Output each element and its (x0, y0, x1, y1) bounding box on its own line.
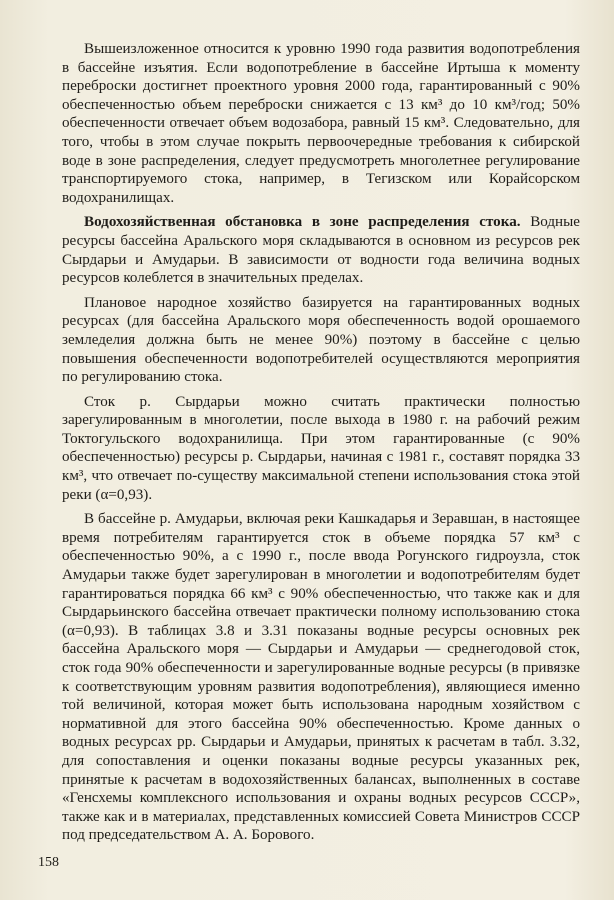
body-text (62, 40, 580, 851)
paragraph-3 (62, 294, 580, 387)
section-heading: Водохозяйственная обстановка в зоне распределения стока. (84, 214, 521, 231)
paragraph-4 (62, 393, 580, 505)
page-number: 158 (38, 855, 59, 870)
paragraph-5-text: В бассейне р. Амударьи, включая реки Кашкадарья и Зеравшан, в настоящее время потребителям гарантируется сток в объеме порядка 57 км³ с обеспеченностью 90%, а с 1990 г., после ввода Рогунского гидроузла, сток Амударьи также будет зарегулирован в многолетии и водопотребителям будет гарантироваться порядка 66 км³ с 90% обеспеченностью, что также как и для Сырдарьинского бассейна отвечает практически полному использованию стока (α=0,93). В таблицах 3.8 и 3.31 показаны водные ресурсы основных рек бассейна Аральского моря — Сырдарьи и Амударьи — среднегодовой сток, сток года 90% обеспеченности и зарегулированные водные ресурсы (в привязке к соответствующим уровням развития водопотребления), являющиеся именно той величиной, которая может быть использована народным хозяйством с нормативной для этого бассейна 90% обеспеченностью. Кроме данных о водных ресурсах рр. Сырдарьи и Амударьи, принятых к расчетам в табл. 3.32, для сопоставления и оценки показаны водные ресурсы указанных рек, принятые к расчетам в водохозяйственных балансах, выполненных в составе «Генсхемы комплексного использования и охраны водных ресурсов СССР», также как и в материалах, представленных комиссией Совета Министров СССР под председательством А. А. Борового. (62, 511, 580, 844)
paragraph-3-text: Плановое народное хозяйство базируется на гарантированных водных ресурсах (для бассейна Аральского моря обеспеченность водой орошаемого земледелия должна быть не менее 90%) поэтому в бассейне с целью повышения обеспеченности водопотребителей осуществляются мероприятия по регулированию стока. (62, 294, 580, 386)
paragraph-2 (62, 213, 580, 287)
paragraph-1 (62, 40, 580, 207)
paragraph-1-text: Вышеизложенное относится к уровню 1990 года развития водопотребления в бассейне изъятия. Если водопотребление в бассейне Иртыша к моменту переброски достигнет проектного уровня 2000 года, гарантированный с 90% обеспеченностью объем переброски снижается с 13 км³ до 10 км³/год; 50% обеспеченности отвечает объем водозабора, равный 15 км³. Следовательно, для того, чтобы в этом случае покрыть первоочередные требования к сибирской воде в зоне распределения, следует предусмотреть многолетнее регулирование транспортируемого стока, например, в Тегизском или Корайсорском водохранилищах. (62, 41, 580, 206)
paragraph-5 (62, 510, 580, 845)
paragraph-4-text: Сток р. Сырдарьи можно считать практически полностью зарегулированным в многолетии, после выхода в 1980 г. на рабочий режим Токтогульского водохранилища. При этом гарантированные (с 90% обеспеченностью) ресурсы р. Сырдарьи, начиная с 1981 г., составят порядка 33 км³, что отвечает по-существу максимальной степени использования стока этой реки (α=0,93). (62, 393, 580, 503)
paragraph-2-text: Водные ресурсы бассейна Аральского моря складываются в основном из ресурсов рек Сырдарьи и Амударьи. В зависимости от водности года величина водных ресурсов колеблется в значительных пределах. (62, 214, 580, 287)
